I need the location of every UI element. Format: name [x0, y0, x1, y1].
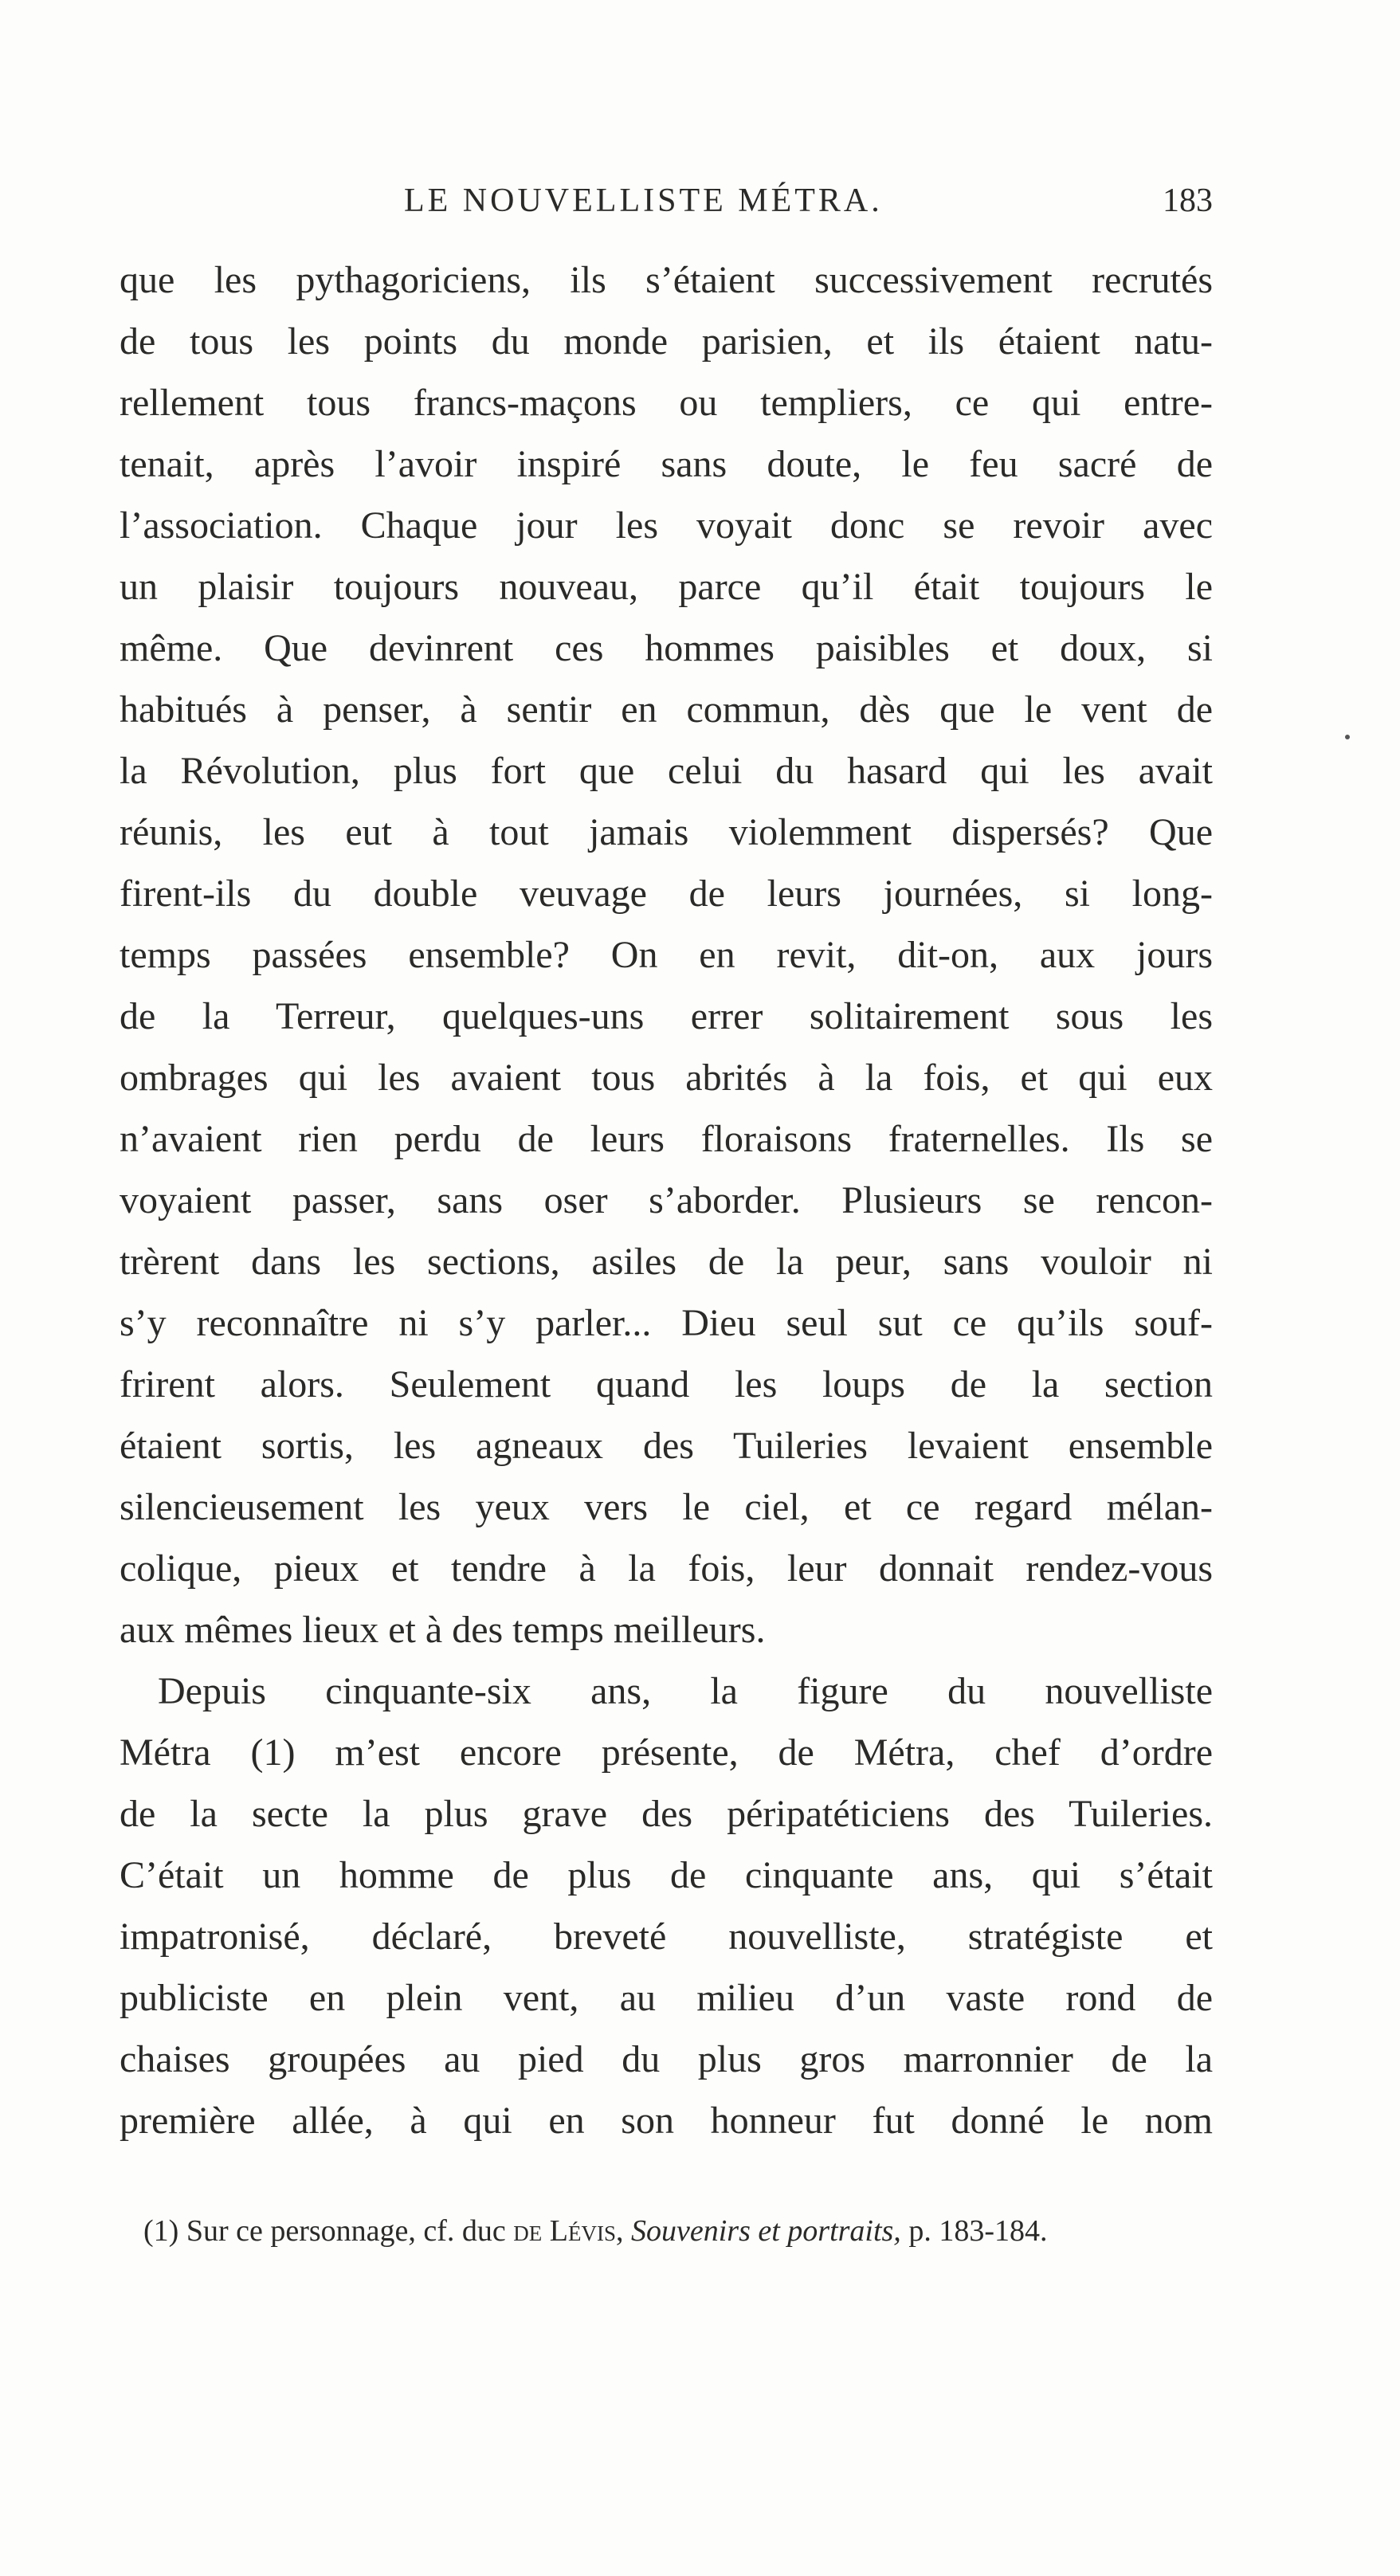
text-line: colique, pieux et tendre à la fois, leur donnait rendez-vous [120, 1547, 1213, 1590]
footnote-author-name: Lévis, [549, 2214, 624, 2248]
footnote-work-title: Souvenirs et portraits, [630, 2214, 901, 2248]
text-line: tenait, après l’avoir inspiré sans doute, le feu sacré de [120, 443, 1213, 485]
footnote-author-particle: de [513, 2214, 543, 2248]
text-line: voyaient passer, sans oser s’aborder. Plusieurs se rencon- [120, 1179, 1213, 1221]
text-line: trèrent dans les sections, asiles de la peur, sans vouloir ni [120, 1241, 1213, 1283]
text-line: Depuis cinquante-six ans, la figure du nouvelliste [158, 1670, 1213, 1712]
text-line: première allée, à qui en son honneur fut donné le nom [120, 2100, 1213, 2142]
text-line: que les pythagoriciens, ils s’étaient successivement recrutés [120, 259, 1213, 301]
page-number: 183 [1163, 182, 1213, 219]
text-line: Métra (1) m’est encore présente, de Métra, chef d’ordre [120, 1731, 1213, 1774]
text-line: de la Terreur, quelques-uns errer solitairement sous les [120, 995, 1213, 1037]
text-line: la Révolution, plus fort que celui du hasard qui les avait [120, 750, 1213, 792]
text-line: habitués à penser, à sentir en commun, dès que le vent de [120, 688, 1213, 731]
text-line: aux mêmes lieux et à des temps meilleurs. [120, 1609, 766, 1651]
text-line: s’y reconnaître ni s’y parler... Dieu seul sut ce qu’ils souf- [120, 1302, 1213, 1344]
body-text [120, 249, 1213, 2151]
text-line: de la secte la plus grave des péripatéticiens des Tuileries. [120, 1793, 1213, 1835]
text-line: impatronisé, déclaré, breveté nouvelliste, stratégiste et [120, 1915, 1213, 1958]
page-header [120, 177, 1213, 225]
text-line: ombrages qui les avaient tous abrités à la fois, et qui eux [120, 1057, 1213, 1099]
text-line: frirent alors. Seulement quand les loups de la section [120, 1363, 1213, 1406]
text-line: réunis, les eut à tout jamais violemment dispersés? Que [120, 811, 1213, 853]
text-line: étaient sortis, les agneaux des Tuileries levaient ensemble [120, 1425, 1213, 1467]
text-line: même. Que devinrent ces hommes paisibles et doux, si [120, 627, 1213, 669]
text-line: n’avaient rien perdu de leurs floraisons fraternelles. Ils se [120, 1118, 1213, 1160]
text-line: de tous les points du monde parisien, et ils étaient natu- [120, 320, 1213, 363]
footnote [143, 2207, 1227, 2255]
footnote-text: Sur ce personnage, cf. duc [186, 2214, 506, 2248]
text-line: temps passées ensemble? On en revit, dit-on, aux jours [120, 934, 1213, 976]
footnote-marker: (1) [143, 2214, 179, 2248]
text-line: l’association. Chaque jour les voyait donc se revoir avec [120, 504, 1213, 547]
text-line: firent-ils du double veuvage de leurs journées, si long- [120, 872, 1213, 915]
text-line: silencieusement les yeux vers le ciel, et ce regard mélan- [120, 1486, 1213, 1528]
text-line: C’était un homme de plus de cinquante ans, qui s’était [120, 1854, 1213, 1896]
running-title: LE NOUVELLISTE MÉTRA. [404, 182, 883, 219]
text-line: chaises groupées au pied du plus gros marronnier de la [120, 2038, 1213, 2080]
text-line: un plaisir toujours nouveau, parce qu’il était toujours le [120, 566, 1213, 608]
text-line: publiciste en plein vent, au milieu d’un vaste rond de [120, 1977, 1213, 2019]
text-line: rellement tous francs-maçons ou templiers, ce qui entre- [120, 382, 1213, 424]
paper-speck [1345, 735, 1350, 739]
footnote-pages: p. 183-184. [908, 2214, 1048, 2248]
